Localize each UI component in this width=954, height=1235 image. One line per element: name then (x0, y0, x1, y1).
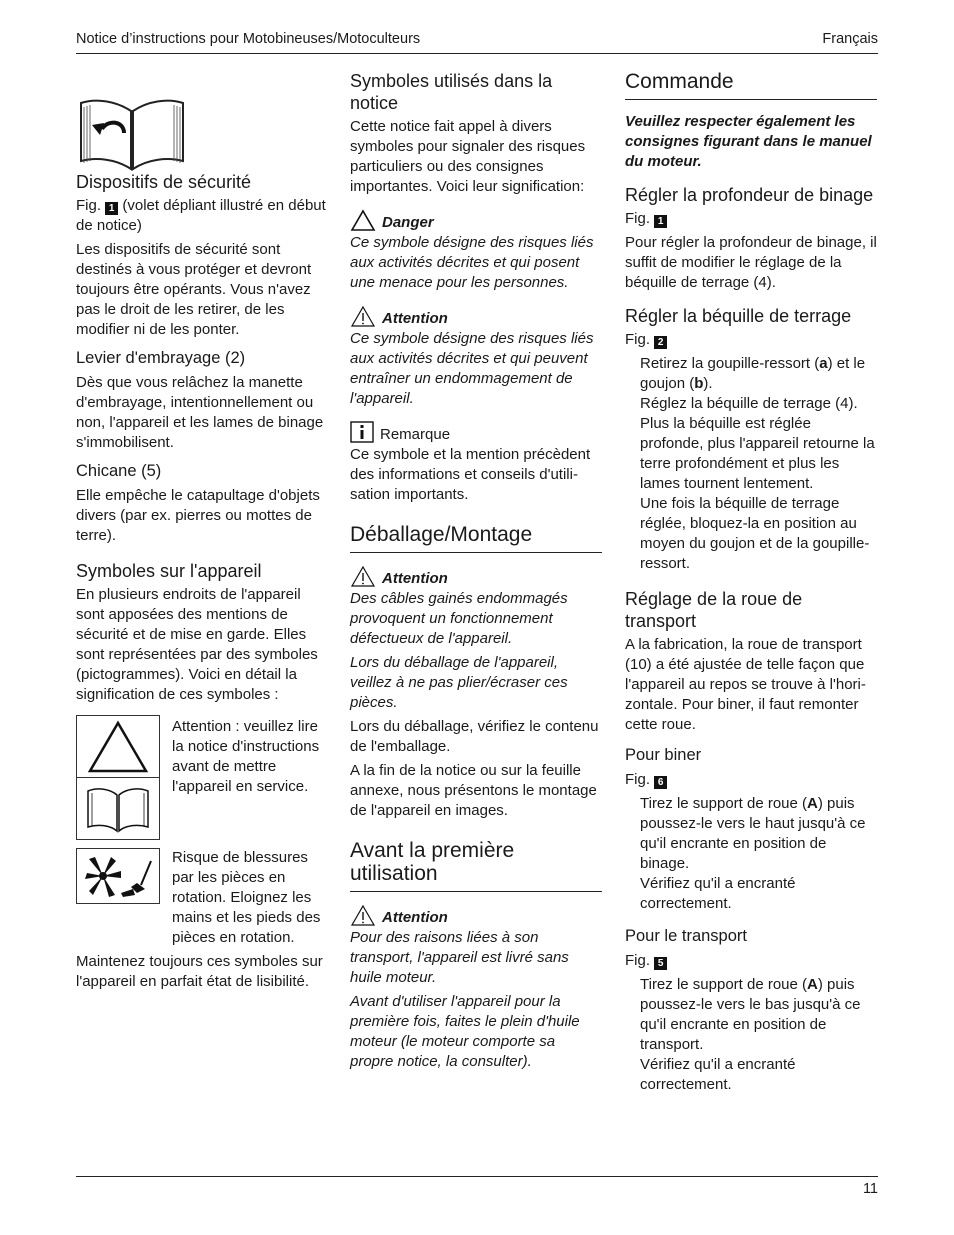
attention-heading (350, 305, 602, 327)
first-use-attention-heading (350, 904, 602, 926)
unpack-body-1: Lors du déballage, vérifiez le contenu de l'emballage. (350, 718, 599, 755)
warning-triangle-icon (76, 715, 160, 778)
unpack-attention-text-1: Des câbles gainés endommagés provoquent un fonctionnement défectueux de l'appareil. (350, 590, 568, 647)
command-title: Commande (625, 70, 734, 93)
stand-step-3: Une fois la béquille de terrage réglée, bloquez-la en position au moyen du goujon et de la goupille-ressort. (640, 495, 870, 572)
symbols-notice-body: Cette notice fait appel à divers symboles pour signaler des risques particuliers ou des consignes importantes. Voici leur signification: (350, 118, 586, 195)
attention-triangle-icon (350, 305, 376, 327)
stand-step-1: Retirez la goupille-ressort (a) et le goujon (b). (640, 355, 866, 392)
header-language: Français (822, 31, 878, 47)
stand-title: Régler la béquille de terrage (625, 306, 852, 326)
symbols-title: Symboles sur l'appareil (76, 561, 262, 581)
command-section-heading (625, 70, 877, 100)
first-use-attention-text-1: Pour des raisons liées à son transport, l'appareil est livré sans huile moteur. (350, 929, 569, 986)
book-icon (78, 99, 328, 171)
attention-triangle-icon (350, 565, 376, 587)
column-2 (350, 70, 602, 1076)
picto2-text: Risque de blessures par les pièces en rotation. Eloignez les mains et les pieds des pièces en rotation. (172, 849, 321, 946)
footer-rule (76, 1176, 878, 1177)
wheel-body: A la fabrication, la roue de transport (10) a été ajustée de telle façon que l'appareil au repos se trouve à l'hori-zontale. Pour biner, il faut remonter cette roue. (625, 636, 866, 733)
remarque-label: Remarque (380, 426, 451, 443)
fig-number-badge: 6 (654, 776, 667, 789)
pictogram-read-manual (76, 715, 328, 840)
transport-step-1: Tirez le support de roue (A) puis poussez-le vers le bas jusqu'à ce qu'il encrante en position de transport. (640, 976, 861, 1053)
column-1 (76, 70, 328, 996)
unpack-attention-text-2: Lors du déballage de l'appareil, veillez à ne pas plier/écraser ces pièces. (350, 654, 568, 711)
depth-title: Régler la profondeur de binage (625, 185, 874, 205)
clutch-title: Levier d'embrayage (2) (76, 349, 246, 367)
transport-steps (625, 975, 877, 1095)
unpack-attention-heading (350, 565, 602, 587)
depth-body: Pour régler la profondeur de binage, il suffit de modifier le réglage de la béquille de terrage (4). (625, 234, 877, 291)
info-icon (350, 421, 374, 443)
column-3 (625, 70, 877, 1095)
first-use-attention-label: Attention (382, 909, 448, 926)
security-fig-ref: Fig. 1 (volet dépliant illustré en début de notice) (76, 197, 326, 234)
security-body: Les dispositifs de sécurité sont destinés à vous protéger et devront toujours être opérants. Vous n'avez pas le droit de les retirer, de les modifier ni de les ponter. (76, 241, 312, 338)
remarque-text: Ce symbole et la mention précèdent des informations et conseils d'utili-sation importants. (350, 446, 591, 503)
baffle-body: Elle empêche le catapultage d'objets divers (par ex. pierres ou mottes de terre). (76, 487, 320, 544)
danger-heading (350, 209, 602, 231)
security-title: Dispositifs de sécurité (76, 172, 252, 192)
fig-number-badge: 5 (654, 957, 667, 970)
stand-steps (625, 354, 877, 574)
rotating-blades-icon (76, 848, 160, 904)
picto1-text: Attention : veuillez lire la notice d'instructions avant de mettre l'appareil en service. (172, 718, 320, 795)
fig-number-badge: 2 (654, 336, 667, 349)
fig-number-badge: 1 (654, 215, 667, 228)
danger-text: Ce symbole désigne des risques liés aux activités décrites et qui posent une menace pour les personnes. (350, 234, 594, 291)
page-header (76, 31, 878, 54)
first-use-attention-text-2: Avant d'utiliser l'appareil pour la première fois, faites le plein d'huile moteur (le moteur comporte sa propre notice, la consulter). (350, 993, 580, 1070)
first-use-section-heading (350, 839, 602, 892)
attention-label: Attention (382, 310, 448, 327)
hoe-step-1: Tirez le support de roue (A) puis poussez-le vers le haut jusqu'à ce qu'il encrante en position de binage. (640, 795, 866, 872)
unpack-attention-label: Attention (382, 570, 448, 587)
remarque-heading (350, 421, 602, 443)
hoe-steps (625, 794, 877, 914)
hoe-title: Pour biner (625, 746, 702, 764)
baffle-title: Chicane (5) (76, 462, 162, 480)
keep-symbols-text: Maintenez toujours ces symboles sur l'appareil en parfait état de lisibilité. (76, 953, 323, 990)
wheel-title: Réglage de la roue de transport (625, 589, 803, 631)
unpack-body-2: A la fin de la notice ou sur la feuille annexe, nous présentons le montage de l'appareil en images. (350, 762, 597, 819)
transport-title: Pour le transport (625, 927, 747, 945)
depth-fig-ref: Fig. 1 (625, 209, 877, 229)
attention-triangle-icon (350, 904, 376, 926)
page-number: 11 (862, 1181, 878, 1197)
command-note: Veuillez respecter également les consignes figurant dans le manuel du moteur. (625, 113, 872, 170)
open-book-icon (76, 778, 160, 840)
transport-fig-ref: Fig. 5 (625, 951, 877, 971)
fig-number-badge: 1 (105, 202, 118, 215)
hoe-fig-ref: Fig. 6 (625, 770, 877, 790)
unpack-title: Déballage/Montage (350, 523, 533, 546)
symbols-notice-title: Symboles utilisés dans la notice (350, 71, 553, 113)
stand-fig-ref: Fig. 2 (625, 330, 877, 350)
first-use-title: Avant la première utilisation (350, 839, 515, 885)
transport-step-2: Vérifiez qu'il a encranté correctement. (640, 1056, 796, 1093)
attention-text: Ce symbole désigne des risques liés aux activités décrites et qui peuvent entraîner un endommagement de l'appareil. (350, 330, 594, 407)
stand-step-2: Réglez la béquille de terrage (4). Plus la béquille est réglée profonde, plus l'appareil retourne la terre profondément et plus les lames tournent lentement. (640, 395, 875, 492)
danger-triangle-icon (350, 209, 376, 231)
symbols-body: En plusieurs endroits de l'appareil sont apposées des mentions de sécurité et de mise en garde. Elles sont représentées par des symboles (pictogrammes). Voici en détail la signification de ces symboles : (76, 586, 318, 703)
clutch-body: Dès que vous relâchez la manette d'embrayage, intentionnellement ou non, l'appareil et les lames de binage s'immobilisent. (76, 374, 324, 451)
unpack-section-heading (350, 523, 602, 553)
hoe-step-2: Vérifiez qu'il a encranté correctement. (640, 875, 796, 912)
header-title: Notice d’instructions pour Motobineuses/Motoculteurs (76, 31, 421, 47)
pictogram-rotating-parts (76, 848, 328, 948)
danger-label: Danger (382, 214, 434, 231)
